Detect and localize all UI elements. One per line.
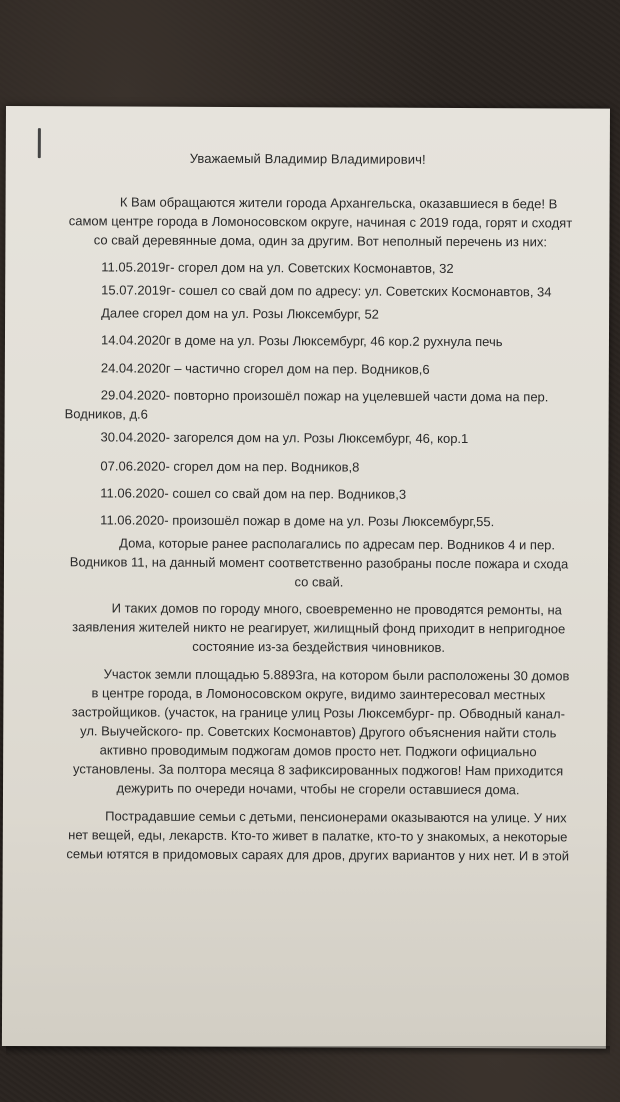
incident-line: 07.06.2020- сгорел дом на пер. Водников,8 [100,458,360,475]
incident-line: 11.06.2020- сошел со свай дом на пер. Водников,3 [100,485,407,502]
incident-line: 11.06.2020- произошёл пожар в доме на ул. Розы Люксембург,55. [100,512,495,530]
letter-sheet [2,106,610,1049]
land-plot-paragraph: Участок земли площадью 5.8893га, на котором были расположены 30 домов в центре города, в Ломоносовском округе, видимо заинтересовал местных застройщиков. (участок, на границе улиц Розы Люксембург- пр. Обводный канал- ул. Выучейского- пр. Советских Космонавтов) Другого объяснения найти столь активно проводимым поджогам домов просто нет. Поджоги официально установлены. За полтора месяца 8 зафиксированных поджогов! Нам приходится дежурить по очереди ночами, чтобы не сгорели оставшиеся дома. [71,666,570,798]
intro-paragraph: К Вам обращаются жители города Архангельска, оказавшиеся в беде! В самом центре города в Ломоносовском округе, начиная с 2019 года, горят и сходят со свай деревянные дома, один за другим. Вот неполный перечень из них: [68,194,573,250]
incident-line: 29.04.2020- повторно произошёл пожар на уцелевшей части дома на пер. Водников, д.6 [64,387,549,422]
incident-line: 24.04.2020г – частично сгорел дом на пер. Водников,6 [100,360,430,377]
incident-line: 11.05.2019г- сгорел дом на ул. Советских Космонавтов, 32 [101,259,454,276]
families-paragraph: Пострадавшие семьи с детьми, пенсионерами оказываются на улице. У них нет вещей, еды, лекарств. Кто-то живет в палатке, кто-то у знакомых, а некоторые семьи ютятся в придомовых сараях для дров, других вариантов у них нет. И в этой [66,808,570,864]
incident-line: Далее сгорел дом на ул. Розы Люксембург, 52 [101,305,379,322]
letter-salutation: Уважаемый Владимир Владимирович! [189,150,426,167]
sheet-shadow [6,1046,610,1056]
incident-line: 30.04.2020- загорелся дом на ул. Розы Люксембург, 46, кор.1 [100,429,469,447]
incident-line: 14.04.2020г в доме на ул. Розы Люксембург, 46 кор.2 рухнула печь [100,332,503,350]
many-houses-paragraph: И таких домов по городу много, своевременно не проводятся ремонты, на заявления жителей никто не реагирует, жилищный фонд приходит в непригодное состояние из-за бездействия чиновников. [72,600,566,655]
incident-line: 15.07.2019г- сошел со свай дом по адресу: ул. Советских Космонавтов, 34 [101,282,552,300]
houses-paragraph: Дома, которые ранее располагались по адресам пер. Водников 4 и пер. Водников 11, на данный момент соответственно разобраны после пожара и схода со свай. [69,535,569,590]
